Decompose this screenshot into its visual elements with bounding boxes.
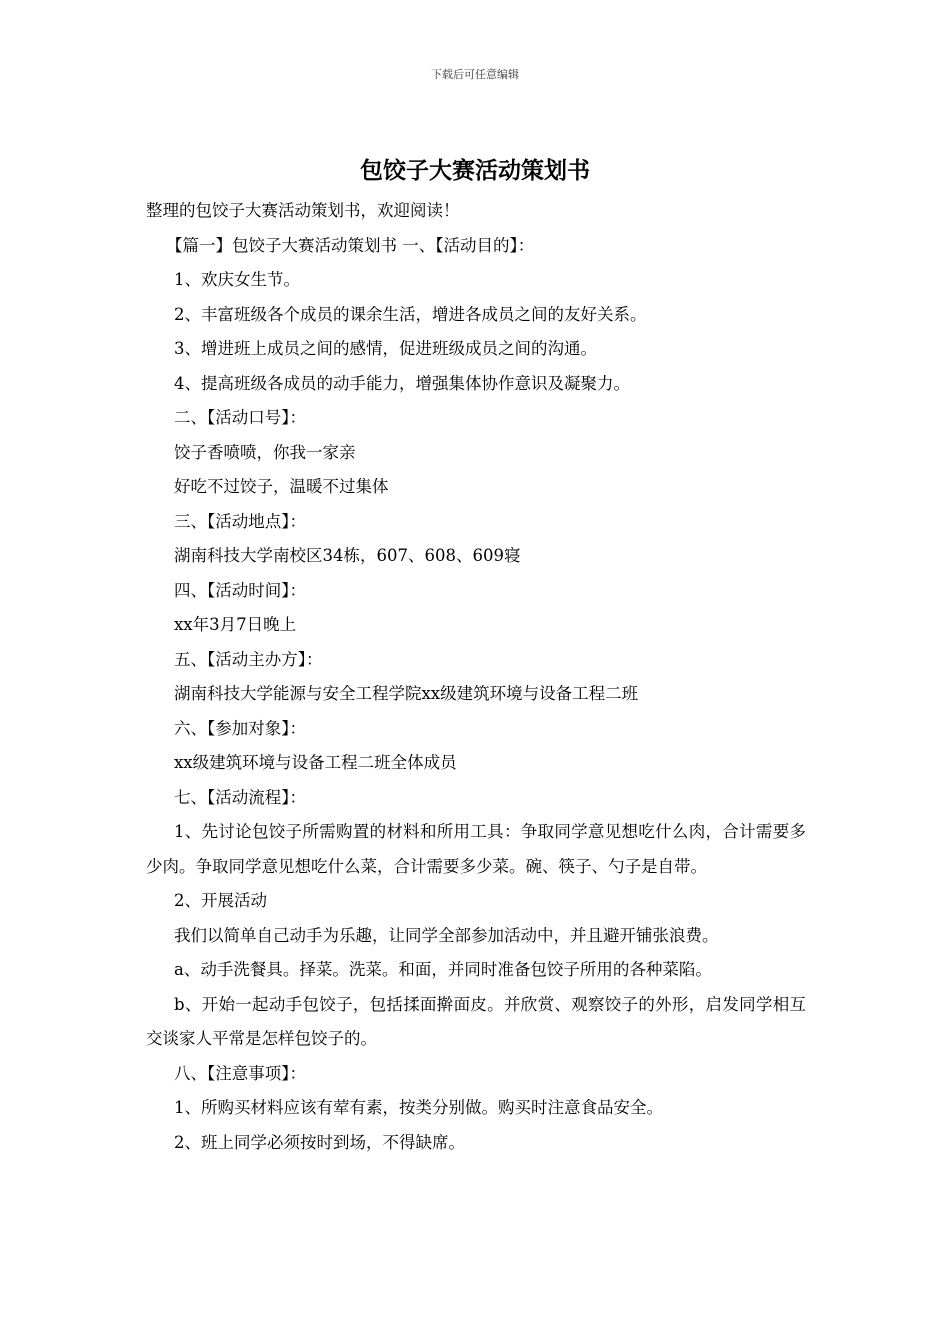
paragraph: b、开始一起动手包饺子，包括揉面擀面皮。并欣赏、观察饺子的外形，启发同学相互交谈家人平常是怎样包饺子的。 xyxy=(146,994,806,1048)
document-title: 包饺子大赛活动策划书 xyxy=(360,157,590,184)
section-heading: 【篇一】包饺子大赛活动策划书 一、【活动目的】： xyxy=(166,235,535,255)
paragraph: 好吃不过饺子，温暖不过集体 xyxy=(174,477,389,496)
paragraph: 2、班上同学必须按时到场，不得缺席。 xyxy=(174,1132,465,1152)
paragraph: 1、欢庆女生节。 xyxy=(174,270,300,289)
header-note: 下载后可任意编辑 xyxy=(431,68,519,81)
paragraph: 3、增进班上成员之间的感情，促进班级成员之间的沟通。 xyxy=(174,339,597,358)
paragraph: 湖南科技大学能源与安全工程学院xx级建筑环境与设备工程二班 xyxy=(174,684,639,703)
paragraph: 我们以简单自己动手为乐趣，让同学全部参加活动中，并且避开铺张浪费。 xyxy=(174,925,719,945)
paragraph: 2、丰富班级各个成员的课余生活，增进各成员之间的友好关系。 xyxy=(174,304,647,324)
paragraph: a、动手洗餐具。择菜。洗菜。和面，并同时准备包饺子所用的各种菜陷。 xyxy=(174,960,712,979)
section-heading: 三、【活动地点】： xyxy=(174,511,306,531)
paragraph: 湖南科技大学南校区34栋，607、608、609寝 xyxy=(174,546,521,565)
section-heading: 七、【活动流程】： xyxy=(174,787,306,807)
section-heading: 八、【注意事项】： xyxy=(174,1063,306,1083)
section-heading: 五、【活动主办方】： xyxy=(174,649,323,669)
paragraph: 1、所购买材料应该有荤有素，按类分别做。购买时注意食品安全。 xyxy=(174,1098,663,1117)
section-heading: 六、【参加对象】： xyxy=(174,718,306,738)
paragraph: xx年3月7日晚上 xyxy=(174,615,297,634)
paragraph: 饺子香喷喷，你我一家亲 xyxy=(174,442,356,462)
paragraph: 4、提高班级各成员的动手能力，增强集体协作意识及凝聚力。 xyxy=(174,373,630,393)
document-body xyxy=(146,194,806,1160)
section-heading: 二、【活动口号】： xyxy=(174,408,306,427)
section-heading: 四、【活动时间】： xyxy=(174,580,306,600)
paragraph: 1、先讨论包饺子所需购置的材料和所用工具：争取同学意见想吃什么肉，合计需要多少肉。争取同学意见想吃什么菜，合计需要多少菜。碗、筷子、勺子是自带。 xyxy=(146,822,806,876)
intro-paragraph: 整理的包饺子大赛活动策划书，欢迎阅读！ xyxy=(146,201,460,220)
paragraph: 2、开展活动 xyxy=(174,891,267,910)
paragraph: xx级建筑环境与设备工程二班全体成员 xyxy=(174,753,457,772)
